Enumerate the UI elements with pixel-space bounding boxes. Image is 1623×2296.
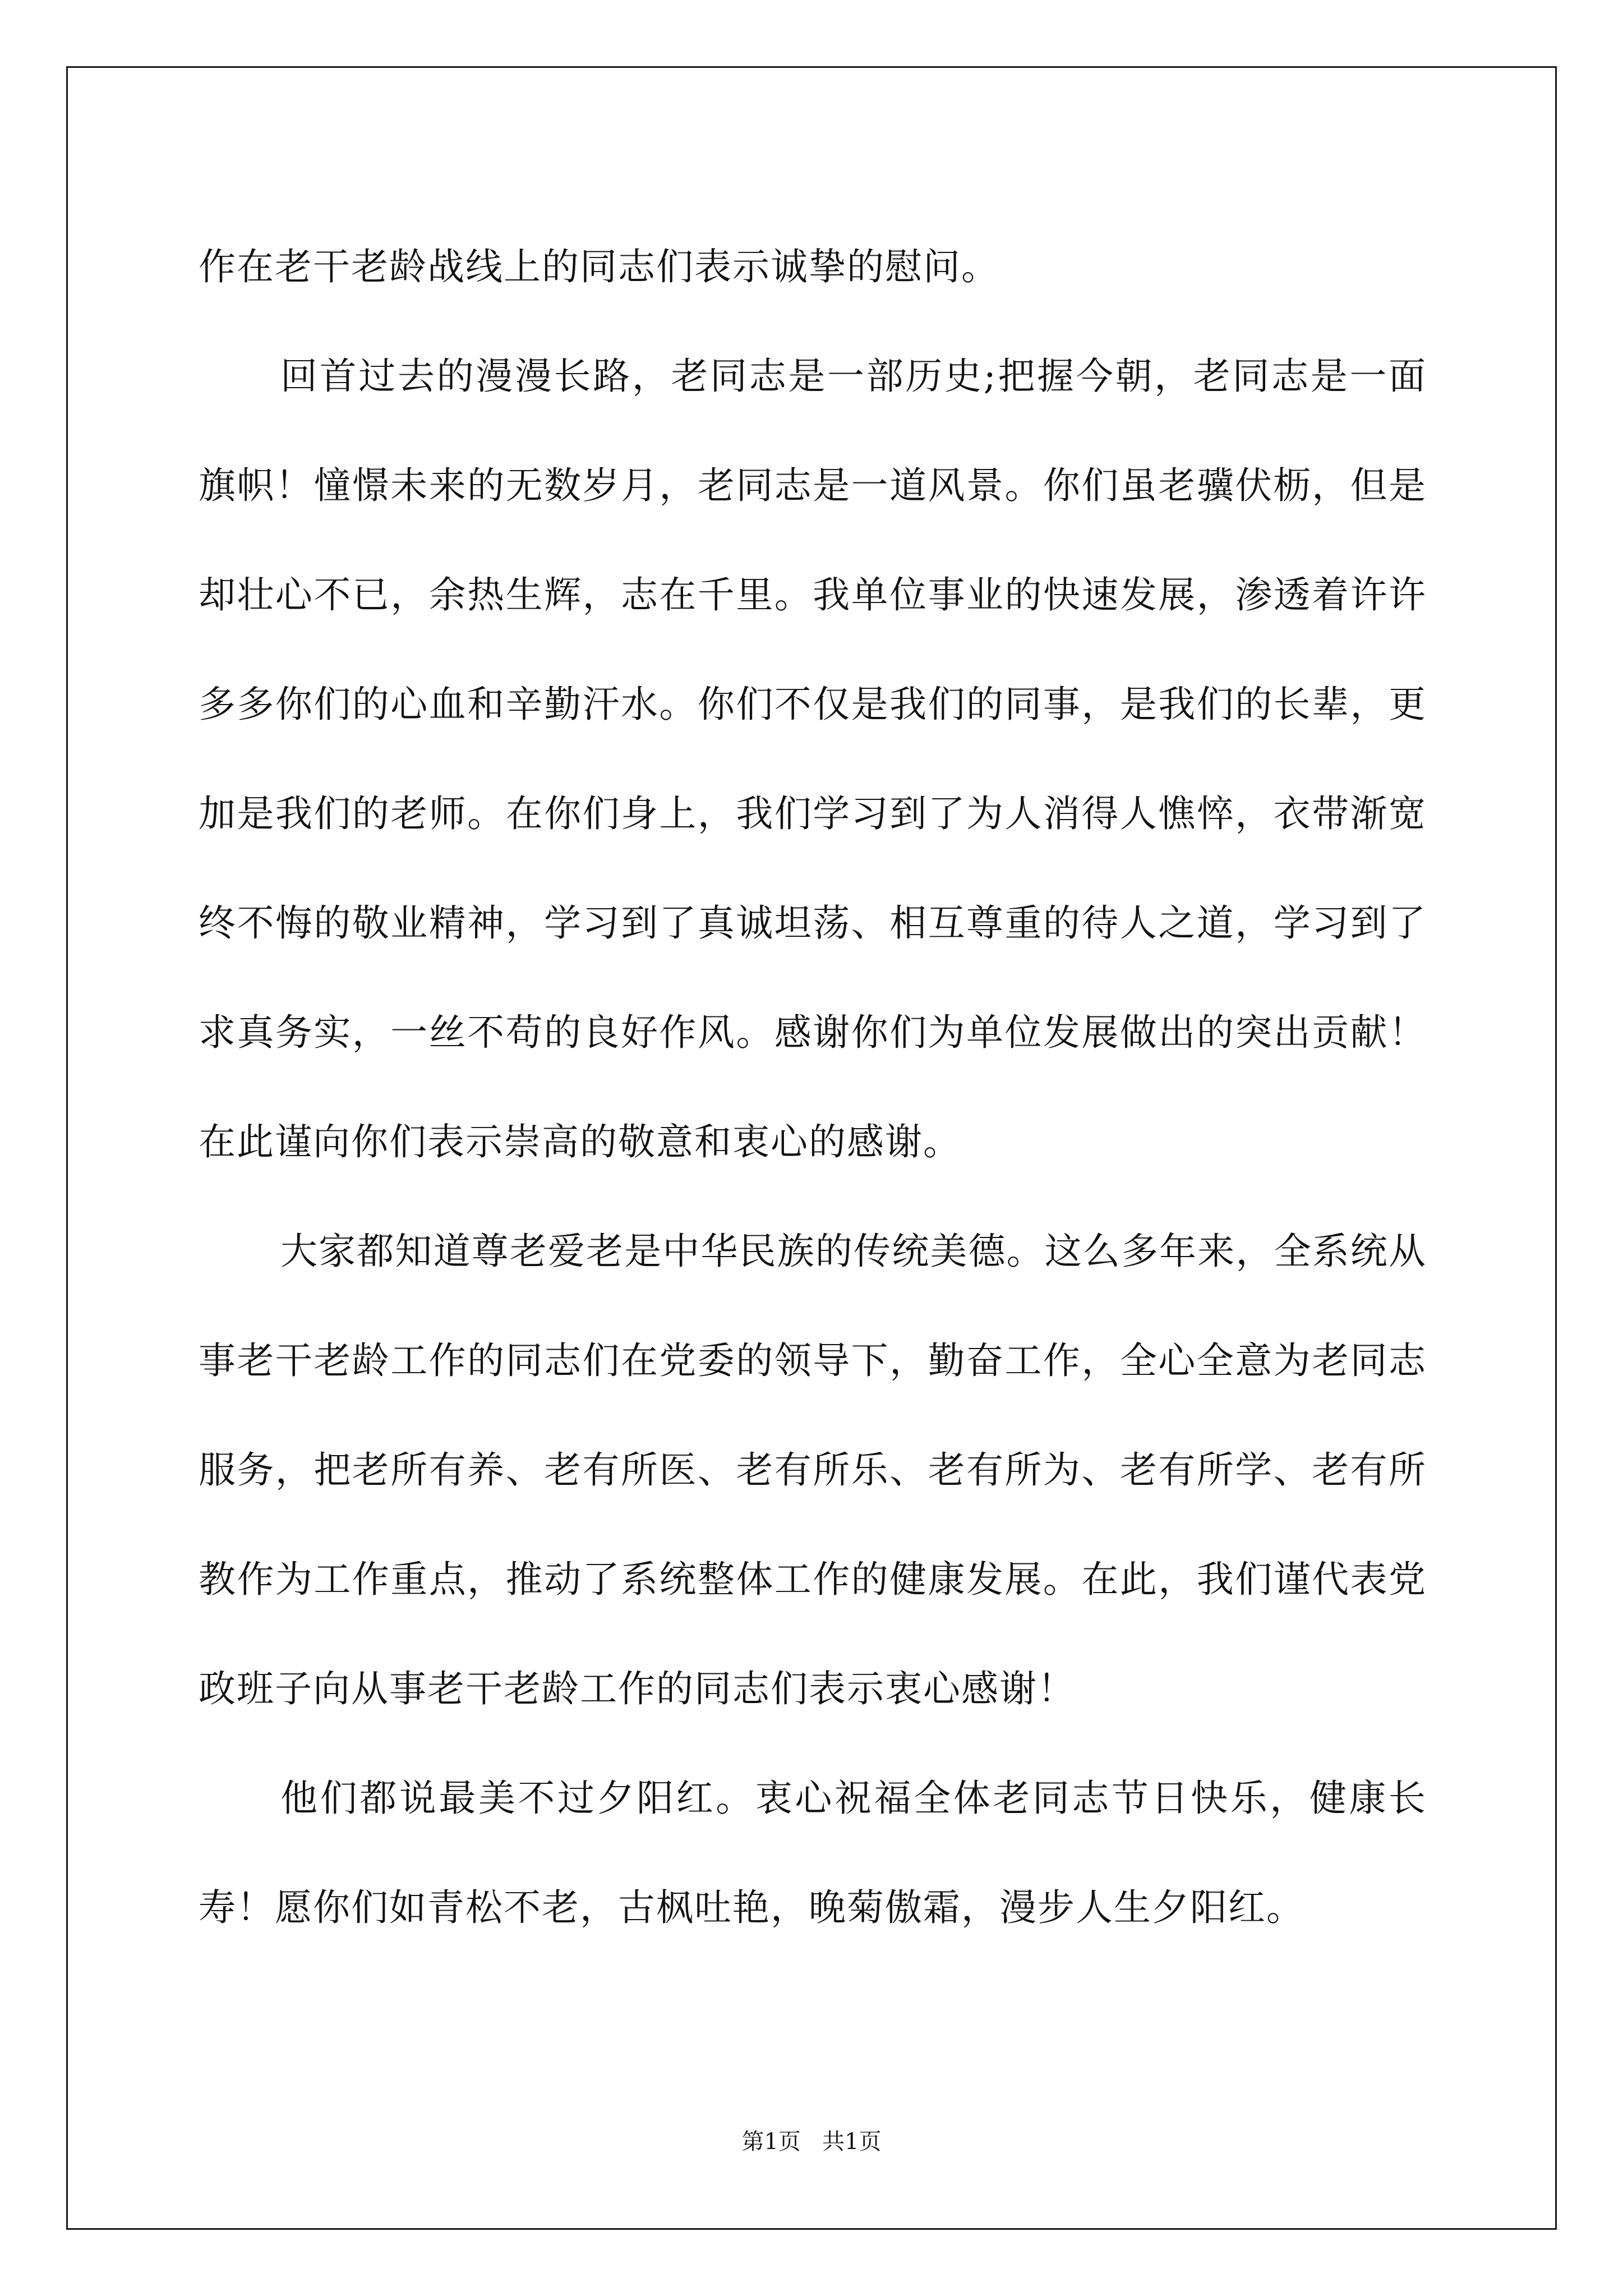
paragraph-4: 他们都说最美不过夕阳红。衷心祝福全体老同志节日快乐，健康长寿！愿你们如青松不老，古枫吐艳，晚菊傲霜，漫步人生夕阳红。 [199,1777,1427,1929]
page-footer [0,2126,1623,2157]
page-number-text: 第1页 共1页 [741,2129,882,2155]
paragraph-2: 回首过去的漫漫长路，老同志是一部历史;把握今朝，老同志是一面旗帜！憧憬未来的无数岁月，老同志是一道风景。你们虽老骥伏枥，但是却壮心不已，余热生辉，志在千里。我单位事业的快速发展，渗透着许许多多你们的心血和辛勤汗水。你们不仅是我们的同事，是我们的长辈，更加是我们的老师。在你们身上，我们学习到了为人消得人憔悴，衣带渐宽终不悔的敬业精神，学习到了真诚坦荡、相互尊重的待人之道，学习到了求真务实，一丝不苟的良好作风。感谢你们为单位发展做出的突出贡献！在此谨向你们表示崇高的敬意和衷心的感谢。 [199,355,1427,1163]
document-body [199,212,1427,1962]
paragraph-1: 作在老干老龄战线上的同志们表示诚挚的慰问。 [199,245,999,288]
paragraph-3: 大家都知道尊老爱老是中华民族的传统美德。这么多年来，全系统从事老干老龄工作的同志们在党委的领导下，勤奋工作，全心全意为老同志服务，把老所有养、老有所医、老有所乐、老有所为、老有所学、老有所教作为工作重点，推动了系统整体工作的健康发展。在此，我们谨代表党政班子向从事老干老龄工作的同志们表示衷心感谢！ [199,1230,1427,1710]
